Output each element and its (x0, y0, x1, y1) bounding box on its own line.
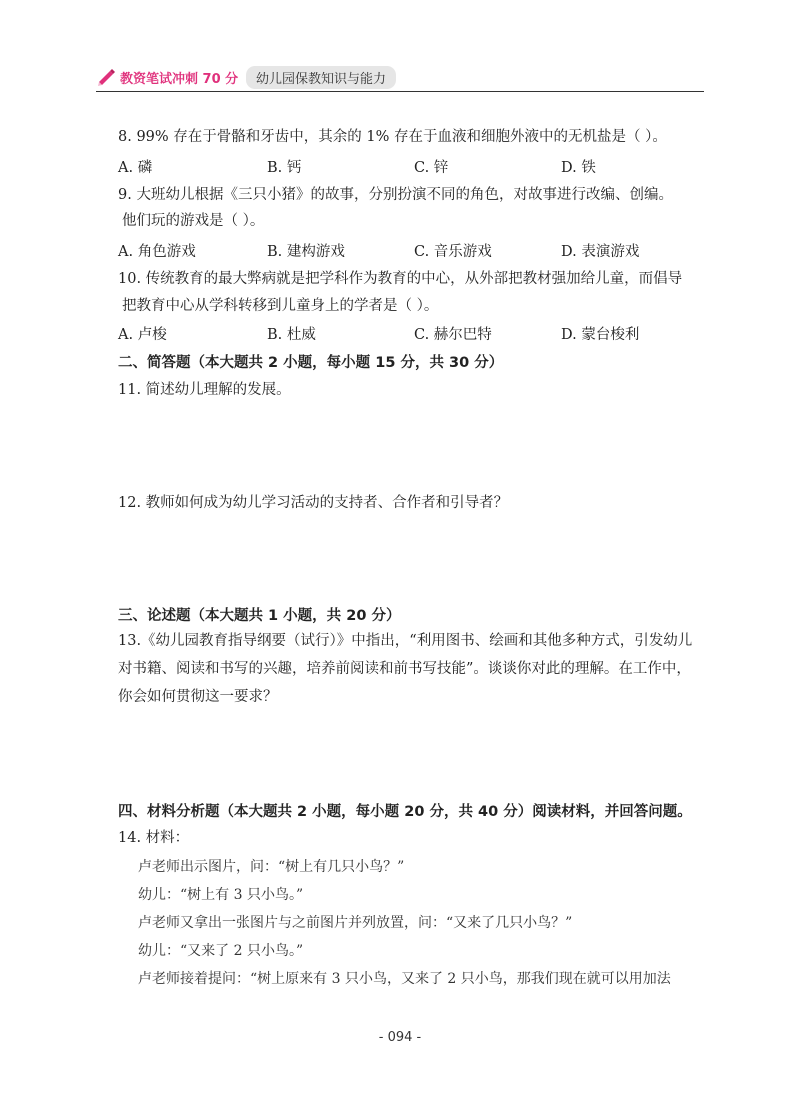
subject-badge: 幼儿园保教知识与能力 (246, 66, 396, 89)
section-3-heading: 三、论述题（本大题共 1 小题，共 20 分） (118, 608, 401, 624)
option-b: B. 建构游戏 (267, 244, 345, 260)
question-9: 9. 大班幼儿根据《三只小猪》的故事，分别扮演不同的角色，对故事进行改编、创编。 (118, 187, 673, 203)
question-13-line-3: 你会如何贯彻这一要求？ (118, 689, 278, 705)
option-c: C. 音乐游戏 (414, 244, 492, 260)
header-divider (96, 91, 704, 92)
question-8-options (118, 156, 678, 176)
page-header (96, 66, 704, 92)
option-a: A. 卢梭 (118, 327, 167, 343)
question-12: 12. 教师如何成为幼儿学习活动的支持者、合作者和引导者？ (118, 495, 509, 511)
question-13-line-1: 13.《幼儿园教育指导纲要（试行）》中指出，“利用图书、绘画和其他多种方式，引发幼儿 (118, 633, 693, 649)
material-line: 幼儿：“树上有 3 只小鸟。” (138, 887, 304, 903)
section-2-heading: 二、简答题（本大题共 2 小题，每小题 15 分，共 30 分） (118, 355, 504, 371)
page-number: - 094 - (378, 1030, 422, 1045)
pencil-icon (96, 67, 116, 87)
question-11: 11. 简述幼儿理解的发展。 (118, 382, 291, 398)
option-b: B. 杜威 (267, 327, 316, 343)
material-line: 卢老师接着提问：“树上原来有 3 只小鸟，又来了 2 只小鸟，那我们现在就可以用加法 (138, 971, 671, 987)
section-4-heading: 四、材料分析题（本大题共 2 小题，每小题 20 分，共 40 分）阅读材料，并回答问题。 (118, 804, 692, 820)
question-9-options (118, 240, 678, 260)
question-10-line-2: 把教育中心从学科转移到儿童身上的学者是（ ）。 (122, 298, 439, 314)
option-b: B. 钙 (267, 160, 302, 176)
option-a: A. 磷 (118, 160, 153, 176)
option-d: D. 表演游戏 (561, 244, 640, 260)
question-9-line-2: 他们玩的游戏是（ ）。 (122, 213, 265, 229)
material-line: 幼儿：“又来了 2 只小鸟。” (138, 943, 304, 959)
option-c: C. 赫尔巴特 (414, 327, 492, 343)
material-line: 卢老师出示图片，问：“树上有几只小鸟？” (138, 859, 405, 875)
question-14-label: 14. 材料： (118, 830, 190, 846)
book-brand: 教资笔试冲刺 70 分 (120, 72, 239, 87)
question-13-line-2: 对书籍、阅读和书写的兴趣，培养前阅读和前书写技能”。谈谈你对此的理解。在工作中， (118, 661, 691, 677)
material-line: 卢老师又拿出一张图片与之前图片并列放置，问：“又来了几只小鸟？” (138, 915, 573, 931)
question-10: 10. 传统教育的最大弊病就是把学科作为教育的中心，从外部把教材强加给儿童，而倡导 (118, 271, 683, 287)
question-10-options (118, 323, 678, 343)
option-a: A. 角色游戏 (118, 244, 196, 260)
option-d: D. 蒙台梭利 (561, 327, 640, 343)
option-c: C. 锌 (414, 160, 449, 176)
question-8: 8. 99% 存在于骨骼和牙齿中，其余的 1% 存在于血液和细胞外液中的无机盐是（ ）。 (118, 129, 667, 145)
option-d: D. 铁 (561, 160, 596, 176)
